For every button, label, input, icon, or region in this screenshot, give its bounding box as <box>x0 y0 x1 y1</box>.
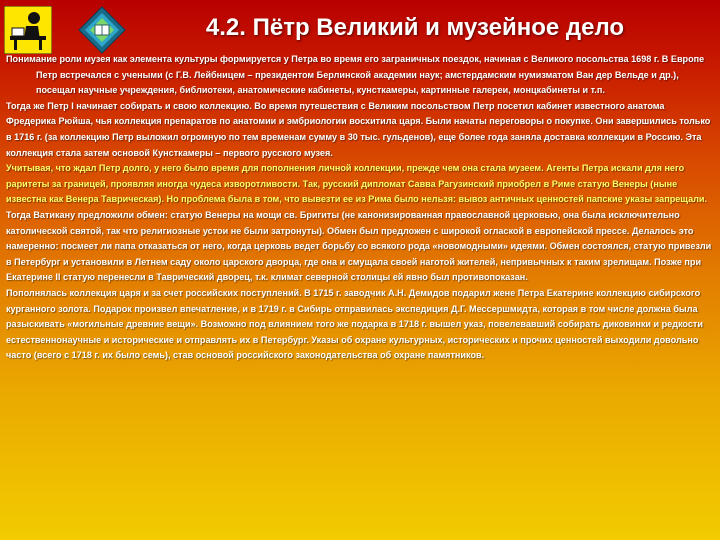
page-title: 4.2. Пётр Великий и музейное дело <box>205 14 625 41</box>
student-at-desk-icon <box>4 6 52 54</box>
article-body <box>6 52 714 536</box>
diamond-book-emblem-icon <box>78 6 126 54</box>
paragraph-4-text: Тогда Ватикану предложили обмен: статую Венеры на мощи св. Бригиты (не канонизированная православной церковью, она была исключительно католической святой, так что религиозные устои не были затронуты). Обмен был предложен с широкой оглаской в европейской прессе. Делалось это намеренно: посмеет ли папа отказаться от него, когда церковь ведет борьбу со всякого рода «новомодными» идеями. Обмен состоялся, статую привезли в Петербург и установили в Летнем саду около царского дворца, где она и смущала своей наготой жителей, непривычных к таким зрелищам. Позже при Екатерине II статую перенесли в Таврический дворец, т.к. климат северной столицы ей явно был противопоказан. <box>6 209 712 283</box>
paragraph-3-text: Учитывая, что ждал Петр долго, у него было время для пополнения личной коллекции, прежде чем она стала музеем. Агенты Петра искали для него раритеты за границей, проявляя иногда чудеса изворотливости. Так, русский дипломат Савва Рагузинский приобрел в Риме статую Венеры (ныне известна как Венера Таврическая). Но проблема была в том, что вывезти ее из Рима было нельзя: вывоз античных ценностей папские указы запрещали. <box>6 163 708 205</box>
paragraph-5: Пополнялась коллекция царя и за счет российских поступлений. В 1715 г. заводчик А.Н. Демидов подарил жене Петра Екатерине коллекцию сибирского курганного золота. Подарок произвел впечатление, и в 1719 г. в Сибирь отправилась экспедиция Д.Г. Мессершмидта, которая в том числе должна была разыскивать «могильные древние вещи». Возможно под влиянием того же подарка в 1718 г. вышел указ, повелевавший собирать диковинки и редкости естественнонаучные и исторические и отправлять их в Петербург. Указы об охране культурных, исторических и прочих ценностей выходили довольно часто (всего с 1718 г. их было семь), став основой российского законодательства об охране памятников. <box>6 287 703 361</box>
paragraph-2: Тогда же Петр I начинает собирать и свою коллекцию. Во время путешествия с Великим посольством Петр посетил кабинет известного анатома Фредерика Рюйша, чья коллекция препаратов по анатомии и эмбриологии восхитила царя. Были начаты переговоры о покупке. Они завершились только в 1716 г. (за коллекцию Петр выложил огромную по тем временам сумму в 30 тыс. гульденов), еще более года заняла доставка коллекции в Россию. Эта коллекция стала затем основой Кунсткамеры – первого русского музея. <box>6 100 711 158</box>
paragraph-1: Понимание роли музея как элемента культуры формируется у Петра во время его заграничных поездок, начиная с Великого посольства 1698 г. В Европе Петр встречался с учеными (с Г.В. Лейбницем – президентом Берлинской академии наук; амстердамским нумизматом Ван дер Вельде и др.), посещал научные учреждения, библиотеки, анатомические кабинеты, кунсткамеры, картинные галереи, монцкабинеты и т.п. <box>6 54 705 96</box>
paragraph-3 <box>6 161 714 286</box>
